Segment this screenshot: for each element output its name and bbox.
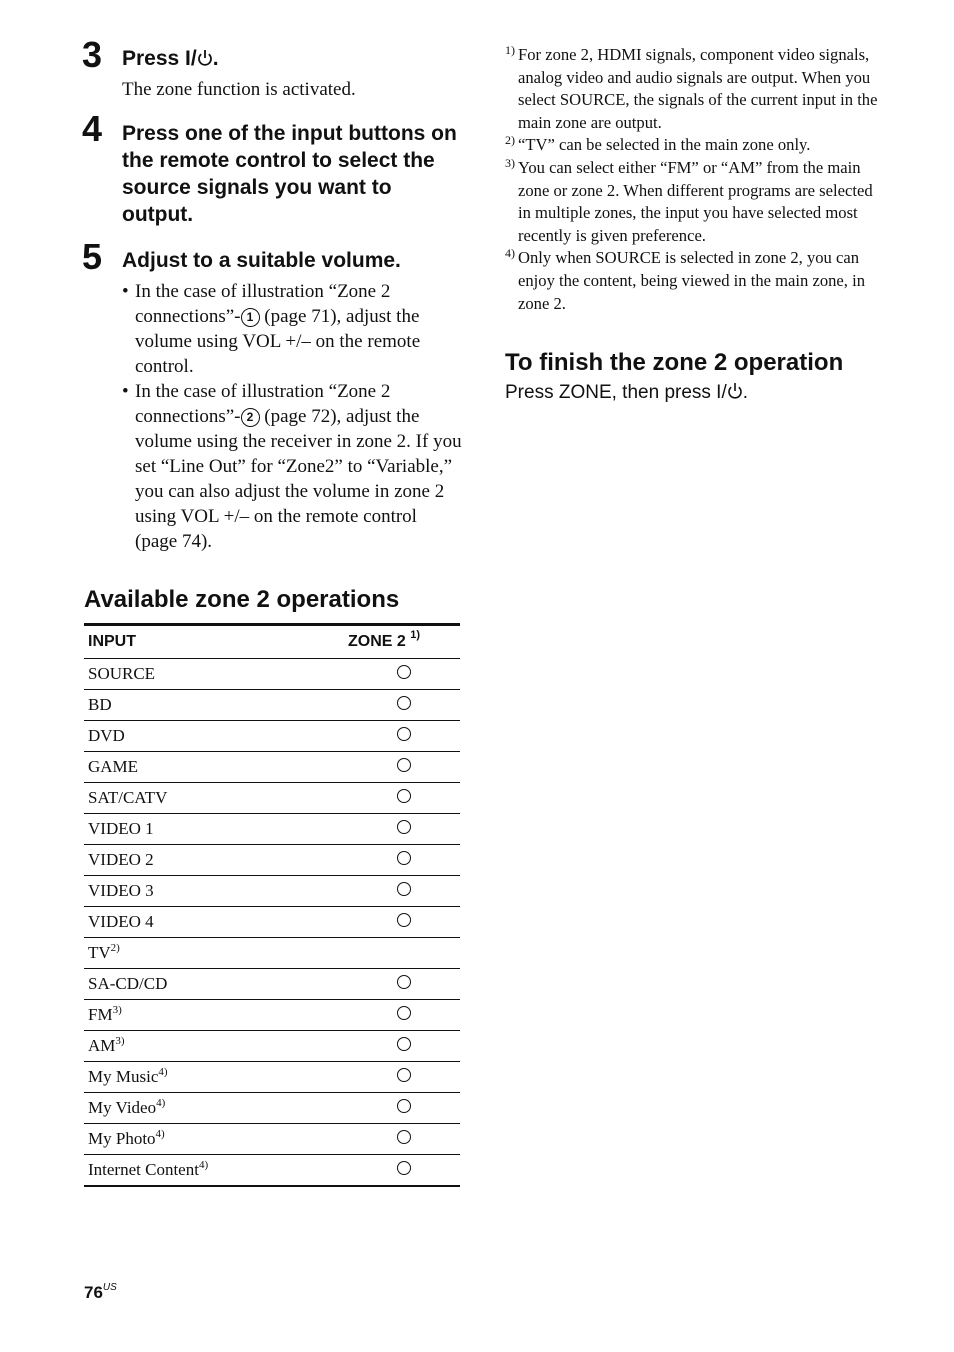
input-name: My Video [88, 1098, 157, 1117]
zone2-cell [348, 758, 460, 777]
finish-instruction-end: . [742, 382, 749, 403]
available-circle-icon [397, 758, 411, 772]
footnote-text: For zone 2, HDMI signals, component video signals, analog video and audio signals are output. When you select SOURCE, the signals of the current input in the main zone are output. [518, 45, 878, 132]
zone2-cell [348, 727, 460, 746]
available-circle-icon [397, 727, 411, 741]
footnote-1 [505, 44, 885, 134]
input-name: My Music [88, 1067, 159, 1086]
table-row [84, 1061, 460, 1092]
input-note: 4) [158, 1066, 168, 1078]
table-row [84, 844, 460, 875]
footnotes [505, 44, 885, 315]
input-name: VIDEO 2 [88, 850, 154, 869]
available-circle-icon [397, 696, 411, 710]
input-note: 2) [110, 942, 120, 954]
finish-heading: To finish the zone 2 operation [505, 349, 844, 376]
bullet-item [122, 379, 462, 554]
zone2-cell [348, 1099, 460, 1118]
input-name: SA-CD/CD [88, 974, 168, 993]
bullet-dot: • [122, 281, 129, 302]
available-circle-icon [397, 1006, 411, 1020]
input-cell [84, 1160, 348, 1180]
table-row [84, 937, 460, 968]
available-circle-icon [397, 1161, 411, 1175]
column-header-zone2-note: 1) [410, 629, 421, 641]
footnote-mark: 2) [505, 133, 515, 148]
input-note: 4) [155, 1128, 165, 1140]
footnote-mark: 3) [505, 155, 515, 170]
circled-number-1: 1 [241, 308, 260, 327]
bullet-text-pre: In the case of illustration “Zone 2 connections”- [135, 281, 391, 327]
step-3-body: The zone function is activated. [122, 79, 356, 100]
zone2-cell [348, 1161, 460, 1180]
power-icon [197, 47, 213, 74]
zone2-cell [348, 1037, 460, 1056]
page-number-suffix: US [102, 1282, 117, 1293]
input-cell [84, 1129, 348, 1149]
input-cell [84, 788, 348, 808]
available-circle-icon [397, 789, 411, 803]
input-name: TV [88, 943, 111, 962]
input-cell [84, 819, 348, 839]
bullet-text-post: (page 72), adjust the volume using the receiver in zone 2. If you set “Line Out” for “Zone2” to “Variable,” you can also adjust the volume in zone 2 using VOL +/– on the remote control (page 74). [135, 406, 462, 552]
finish-instruction-text: Press ZONE, then press I/ [505, 382, 727, 403]
footnote-3 [505, 157, 885, 247]
page-number-value: 76 [84, 1283, 103, 1302]
bullet-item [122, 279, 462, 379]
table-row [84, 720, 460, 751]
input-cell [84, 1067, 348, 1087]
input-cell [84, 912, 348, 932]
input-cell [84, 1098, 348, 1118]
input-name: AM [88, 1036, 116, 1055]
column-header-input: INPUT [88, 633, 136, 650]
zone2-cell [348, 1006, 460, 1025]
input-note: 3) [112, 1004, 122, 1016]
table-heading: Available zone 2 operations [84, 586, 400, 613]
zone2-cell [348, 882, 460, 901]
footnote-text: You can select either “FM” or “AM” from the main zone or zone 2. When different programs are selected in multiple zones, the input you have selected most recently is given preference. [518, 157, 873, 245]
finish-instruction [505, 381, 748, 407]
input-cell [84, 664, 348, 684]
input-note: 4) [198, 1159, 209, 1171]
input-name: DVD [88, 726, 125, 745]
table-row [84, 999, 460, 1030]
available-circle-icon [397, 820, 411, 834]
table-row [84, 658, 460, 689]
input-cell [84, 881, 348, 901]
input-name: VIDEO 1 [88, 819, 154, 838]
circled-number-2: 2 [241, 408, 260, 427]
footnote-text: Only when SOURCE is selected in zone 2, you can enjoy the content, being viewed in the main zone, in zone 2. [518, 248, 865, 313]
table-row [84, 1092, 460, 1123]
input-cell [84, 726, 348, 746]
available-circle-icon [397, 913, 411, 927]
step-5-title: Adjust to a suitable volume. [122, 249, 401, 272]
input-name: BD [88, 695, 112, 714]
table-row [84, 813, 460, 844]
available-circle-icon [397, 1037, 411, 1051]
step-5-bullets [122, 279, 462, 554]
input-cell [84, 943, 348, 963]
input-name: SOURCE [88, 664, 156, 683]
input-name: VIDEO 3 [88, 881, 154, 900]
step-5-body [122, 279, 462, 554]
bullet-text-post: (page 71), adjust the volume using VOL +/– on the remote control. [135, 306, 421, 377]
available-circle-icon [397, 975, 411, 989]
table-body [84, 658, 460, 1185]
available-circle-icon [397, 1068, 411, 1082]
table-row [84, 751, 460, 782]
available-circle-icon [397, 665, 411, 679]
available-circle-icon [397, 1130, 411, 1144]
input-name: Internet Content [88, 1160, 199, 1179]
zone2-cell [348, 851, 460, 870]
input-name: GAME [88, 757, 139, 776]
bullet-dot: • [122, 381, 129, 402]
input-cell [84, 974, 348, 994]
step-4-number: 4 [82, 108, 103, 149]
zone2-cell [348, 789, 460, 808]
zone2-cell [348, 975, 460, 994]
table-header-row [84, 626, 460, 658]
zone2-cell [348, 665, 460, 684]
input-note: 4) [156, 1097, 166, 1109]
input-cell [84, 695, 348, 715]
zone2-cell [348, 1130, 460, 1149]
table-row [84, 1030, 460, 1061]
available-circle-icon [397, 882, 411, 896]
step-3-title-text: Press I/ [122, 47, 197, 70]
input-name: VIDEO 4 [88, 912, 154, 931]
input-cell [84, 757, 348, 777]
step-5-number: 5 [82, 236, 103, 277]
zone2-cell [348, 820, 460, 839]
table-row [84, 1123, 460, 1154]
footnote-mark: 4) [505, 246, 515, 261]
table-row [84, 782, 460, 813]
input-cell [84, 1005, 348, 1025]
step-3-title [122, 45, 467, 74]
footnote-mark: 1) [505, 43, 515, 57]
step-3-number: 3 [82, 34, 103, 75]
zone2-operations-table [84, 623, 460, 1187]
input-cell [84, 850, 348, 870]
input-name: My Photo [88, 1129, 156, 1148]
available-circle-icon [397, 1099, 411, 1113]
input-name: SAT/CATV [88, 788, 168, 807]
input-note: 3) [115, 1035, 125, 1047]
step-3-title-end: . [212, 47, 219, 70]
zone2-cell [348, 913, 460, 932]
input-cell [84, 1036, 348, 1056]
table-row [84, 968, 460, 999]
available-circle-icon [397, 851, 411, 865]
page-number [84, 1282, 117, 1303]
footnote-2 [505, 134, 885, 157]
table-row [84, 1154, 460, 1185]
table-row [84, 906, 460, 937]
bullet-text-pre: In the case of illustration “Zone 2 connections”- [135, 381, 391, 427]
power-icon [727, 381, 743, 407]
column-header-zone2-label: ZONE 2 [348, 633, 406, 650]
zone2-cell [348, 1068, 460, 1087]
zone2-cell [348, 696, 460, 715]
input-name: FM [88, 1005, 113, 1024]
footnote-4 [505, 247, 885, 315]
footnote-text: “TV” can be selected in the main zone only. [518, 135, 811, 155]
table-row [84, 689, 460, 720]
step-4-title: Press one of the input buttons on the remote control to select the source signals you want to output. [122, 122, 457, 226]
column-header-zone2 [348, 629, 460, 651]
table-row [84, 875, 460, 906]
